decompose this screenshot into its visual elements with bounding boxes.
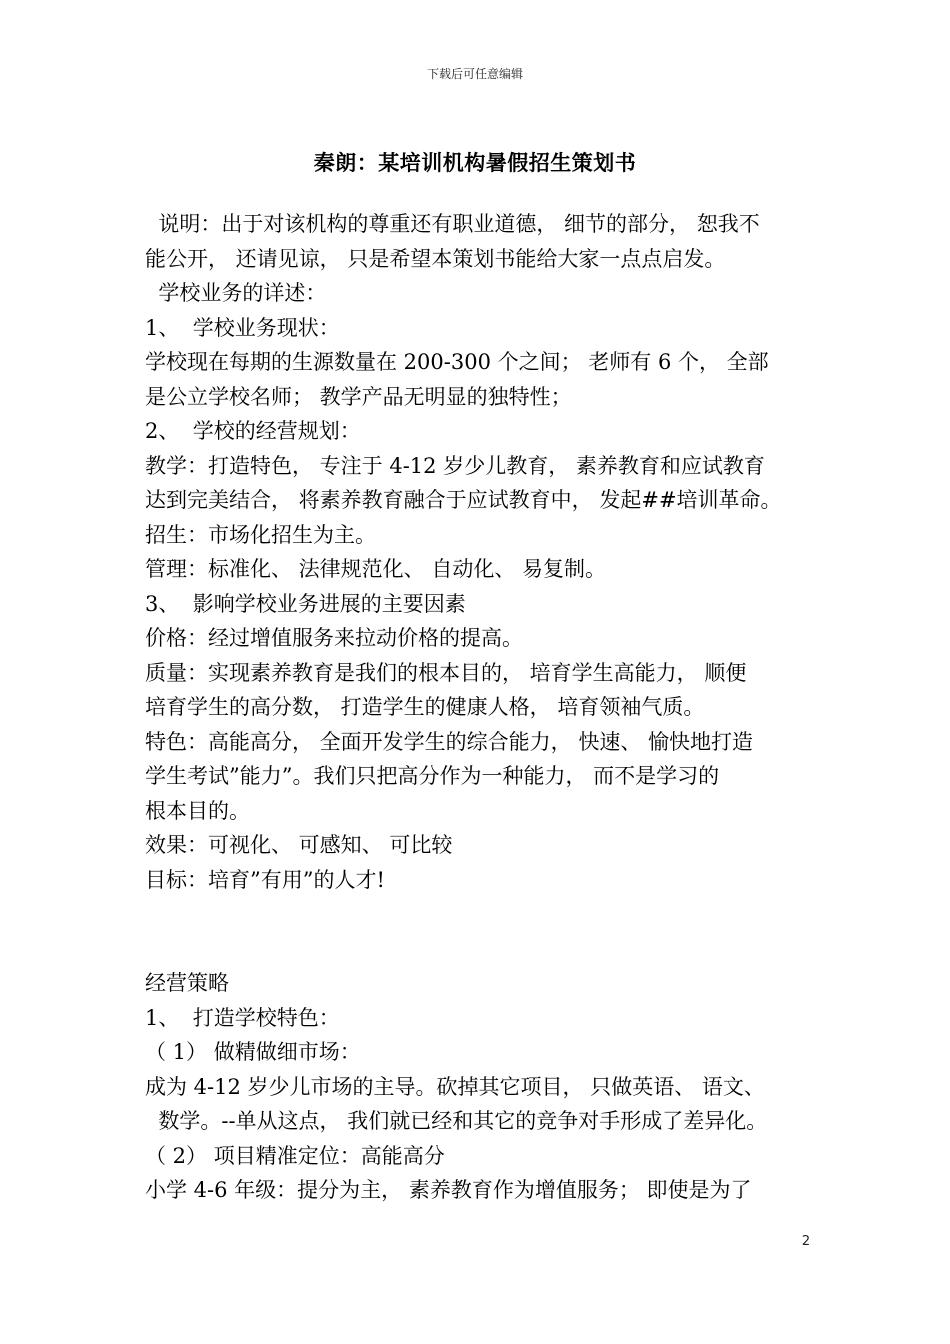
document-title: 秦朗：某培训机构暑假招生策划书: [313, 151, 637, 175]
page-header: 下载后可任意编辑: [426, 67, 523, 81]
body-line: 成为 4-12 岁少儿市场的主导。砍掉其它项目， 只做英语、 语文、: [145, 1074, 765, 1099]
blank-line: [145, 897, 809, 932]
body-line: 小学 4-6 年级：提分为主， 素养教育作为增值服务； 即使是为了: [145, 1178, 752, 1202]
document-body: [145, 207, 809, 1208]
page-number: 2: [801, 1234, 811, 1249]
body-line: 效果：可视化、 可感知、 可比较: [145, 833, 453, 857]
body-line: 达到完美结合， 将素养教育融合于应试教育中， 发起##培训革命。: [145, 488, 782, 512]
body-line: 1、 学校业务现状：: [145, 315, 340, 340]
body-line: 质量：实现素养教育是我们的根本目的， 培育学生高能力， 顺便: [145, 660, 747, 685]
body-line: （ 2） 项目精准定位：高能高分: [145, 1143, 445, 1168]
body-line: 学生考试”能力”。我们只把高分作为一种能力， 而不是学习的: [145, 764, 720, 788]
body-line: 2、 学校的经营规划：: [145, 419, 361, 443]
body-line: 学校现在每期的生源数量在 200-300 个之间； 老师有 6 个， 全部: [145, 350, 769, 374]
blank-line: [145, 932, 809, 967]
body-line: 目标：培育”有用”的人才!: [145, 867, 385, 892]
body-line: 能公开， 还请见谅， 只是希望本策划书能给大家一点点启发。: [145, 246, 726, 271]
body-line: 教学：打造特色， 专注于 4-12 岁少儿教育， 素养教育和应试教育: [145, 453, 765, 478]
body-line: 经营策略: [145, 971, 229, 995]
body-line: 1、 打造学校特色：: [145, 1005, 340, 1030]
body-line: 价格：经过增值服务来拉动价格的提高。: [145, 626, 523, 650]
body-line: 是公立学校名师； 教学产品无明显的独特性；: [145, 384, 572, 409]
body-line: （ 1） 做精做细市场：: [145, 1040, 361, 1064]
body-line: 学校业务的详述：: [145, 281, 327, 305]
body-line: 管理：标准化、 法律规范化、 自动化、 易复制。: [145, 557, 607, 581]
body-line: 特色：高能高分， 全面开发学生的综合能力， 快速、 愉快地打造: [145, 729, 754, 754]
body-line: 根本目的。: [145, 798, 250, 823]
body-line: 数学。--单从这点， 我们就已经和其它的竞争对手形成了差异化。: [145, 1109, 768, 1133]
body-line: 招生：市场化招生为主。: [145, 522, 376, 547]
body-line: 说明：出于对该机构的尊重还有职业道德， 细节的部分， 恕我不: [145, 212, 760, 236]
body-line: 培育学生的高分数， 打造学生的健康人格， 培育领袖气质。: [145, 695, 705, 719]
body-line: 3、 影响学校业务进展的主要因素: [145, 591, 466, 616]
